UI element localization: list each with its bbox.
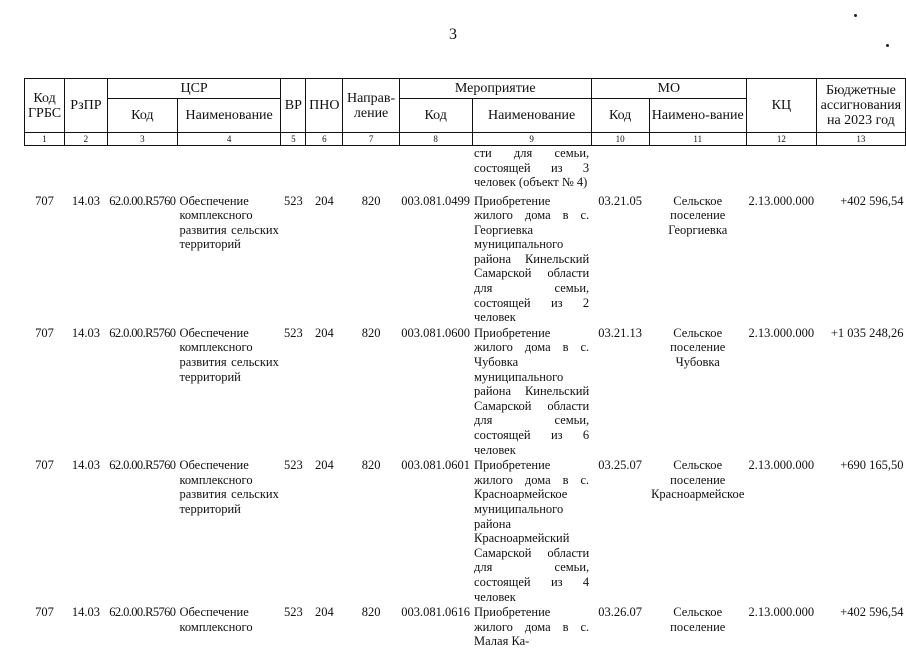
cell-mer-kod: 003.081.0600 [401,325,471,340]
cell-napr: 820 [361,605,381,620]
scan-speck [854,14,857,17]
table-row [25,193,906,325]
cell-csr-name: Обеспечение комплексного развития сельских территорий [179,193,279,252]
header-mo-kod: Код [591,99,649,133]
header-meropriyatie: Мероприятие [399,79,591,99]
page-number: 3 [449,26,457,43]
cell-vr: 523 [283,458,303,473]
cell-csr-kod: 62.0.00.R5760 [109,605,176,620]
cell-mo-name: Сельское поселение Красноармейское [651,458,745,502]
header-csr-kod: Код [107,99,177,133]
header-kc: КЦ [746,79,816,133]
header-mo: МО [591,79,746,99]
cell-mer-kod: 003.081.0616 [401,605,471,620]
cell-mer-name: Приобретение жилого дома в с. Красноармейское муниципального района Красноармейский Самарской области для семьи, состоящей из 4 человек [474,458,590,604]
header-mo-name: Наимено-вание [649,99,746,133]
col-number: 13 [816,133,905,146]
cell-mo-kod: 03.21.13 [598,325,642,340]
header-vr: ВР [281,79,306,133]
header-budget: Бюджетные ассигнования на 2023 год [816,79,905,133]
cell-kc: 2.13.000.000 [748,458,815,473]
col-number: 11 [649,133,746,146]
cell-napr: 820 [361,193,381,208]
cell-vr: 523 [283,325,303,340]
cell-mo-kod: 03.21.05 [598,193,642,208]
cell-csr-name: Обеспечение комплексного развития сельских территорий [179,458,279,516]
cell-mo-name: Сельское поселение Георгиевка [668,193,728,237]
cell-mo-name: Сельское поселение [670,605,726,634]
cell-pno: 204 [314,605,334,620]
col-number: 6 [306,133,343,146]
cell-mer-name: Приобретение жилого дома в с. Чубовка муниципального района Кинельский Самарской области для семьи, состоящей из 6 человек [474,325,590,457]
cell-csr-kod: 62.0.00.R5760 [109,325,176,340]
col-number: 10 [591,133,649,146]
cell-mer-kod: 003.081.0499 [401,193,471,208]
cell-mo-name: Сельское поселение Чубовка [670,325,726,370]
cell-pno: 204 [314,193,334,208]
col-number: 1 [25,133,65,146]
header-mer-kod: Код [399,99,472,133]
header-mer-name: Наименование [472,99,591,133]
cell-vr: 523 [283,605,303,620]
cell-csr-kod: 62.0.00.R5760 [109,458,176,473]
cell-mer-kod: 003.081.0601 [401,458,471,473]
col-number: 5 [281,133,306,146]
col-number: 7 [343,133,399,146]
header-kod-grbs: Код ГРБС [25,79,65,133]
cell-rzpr: 14.03 [71,325,100,340]
table-row [25,325,906,457]
header-csr-name: Наименование [177,99,280,133]
col-number: 9 [472,133,591,146]
cell-csr-name: Обеспечение комплексного [179,605,253,634]
cell-pno: 204 [314,458,334,473]
cell-mer-name: Приобретение жилого дома в с. Георгиевка муниципального района Кинельский Самарской области для семьи, состоящей из 2 человек [474,193,590,325]
cell-csr-name: Обеспечение комплексного развития сельских территорий [179,325,279,384]
col-number: 3 [107,133,177,146]
cell-grbs: 707 [35,193,54,208]
cell-amount: +402 596,54 [840,605,904,620]
cell-amount: +1 035 248,26 [830,325,904,340]
cell-csr-kod: 62.0.00.R5760 [109,193,176,208]
budget-table [24,78,906,649]
continuation-text: сти для семьи, состоящей из 3 человек (объект № 4) [474,146,590,190]
cell-mo-kod: 03.25.07 [598,458,642,473]
cell-pno: 204 [314,325,334,340]
cell-grbs: 707 [35,458,54,473]
header-csr: ЦСР [107,79,281,99]
cell-mo-kod: 03.26.07 [598,605,642,620]
header-rzpr: РзПР [65,79,108,133]
cell-kc: 2.13.000.000 [748,325,815,340]
cell-kc: 2.13.000.000 [748,605,815,620]
cell-kc: 2.13.000.000 [748,193,815,208]
cell-rzpr: 14.03 [71,193,100,208]
col-number: 4 [177,133,280,146]
header-napravlenie: Направ-ление [343,79,399,133]
scan-speck [886,44,889,47]
cell-napr: 820 [361,458,381,473]
col-number: 2 [65,133,108,146]
cell-rzpr: 14.03 [71,605,100,620]
cell-rzpr: 14.03 [71,458,100,473]
table-row [25,604,906,649]
cell-amount: +402 596,54 [840,193,904,208]
table-row [25,457,906,604]
cell-vr: 523 [283,193,303,208]
cell-napr: 820 [361,325,381,340]
cell-grbs: 707 [35,605,54,620]
cell-mer-name: Приобретение жилого дома в с. Малая Ка- [474,605,590,649]
col-number: 12 [746,133,816,146]
cell-amount: +690 165,50 [840,458,904,473]
header-pno: ПНО [306,79,343,133]
cell-grbs: 707 [35,325,54,340]
col-number: 8 [399,133,472,146]
